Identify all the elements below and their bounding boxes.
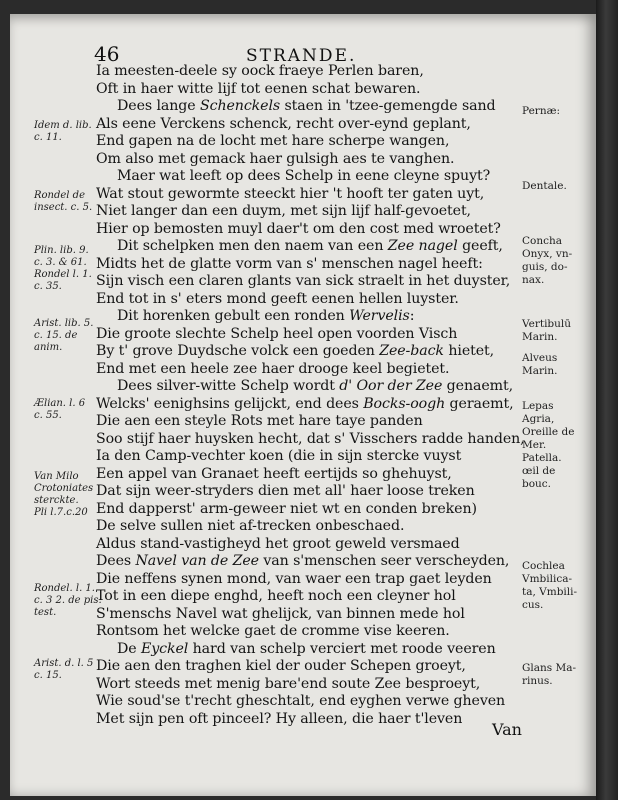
margin-note-left: Arist. lib. 5. c. 15. de anim. xyxy=(34,318,94,353)
margin-note-left: Rondel. l. 1. c. 3 2. de pis. test. xyxy=(34,583,102,618)
text-line: Aldus stand-vastigheyd het groot geweld versmaed xyxy=(96,535,460,552)
text-line: Dees lange Schenckels staen in 'tzee-gemengde sand xyxy=(117,98,496,114)
text-line: Rontsom het welcke gaet de cromme vise keeren. xyxy=(96,623,450,639)
book-edge xyxy=(596,0,618,800)
text-line: Die aen een steyle Rots met hare taye panden xyxy=(96,413,423,429)
margin-note-left: Plin. lib. 9. c. 3. & 61. Rondel l. 1. c. 35. xyxy=(34,245,92,292)
text-line: Dees silver-witte Schelp wordt d' Oor der Zee genaemt, xyxy=(117,378,514,394)
text-line: Dit schelpken men den naem van een Zee nagel geeft, xyxy=(117,238,503,254)
page-number: 46 xyxy=(94,42,120,66)
text-line: End dapperst' arm-geweer niet wt en conden breken) xyxy=(96,500,477,517)
text-line: Wort steeds met menig bare'end soute Zee besproeyt, xyxy=(96,675,481,692)
text-line: Ia meesten-deele sy oock fraeye Perlen baren, xyxy=(96,63,424,79)
margin-note-right: Glans Ma- rinus. xyxy=(522,662,577,687)
margin-note-right: Lepas Agria, Oreille de Mer. Patella. œil de bouc. xyxy=(522,400,575,490)
text-line: Als eene Verckens schenck, recht over-eynd geplant, xyxy=(96,115,471,132)
text-line: End gapen na de locht met hare scherpe wangen, xyxy=(96,133,450,149)
margin-note-right: Alveus Marin. xyxy=(522,352,558,377)
text-line: By t' grove Duydsche volck een goeden Zee-back hietet, xyxy=(96,343,495,359)
text-line: Midts het de glatte vorm van s' menschen nagel heeft: xyxy=(96,255,483,272)
margin-note-right: Vertibulū Marin. xyxy=(522,318,572,343)
text-line: S'menschs Navel wat ghelijck, van binnen mede hol xyxy=(96,605,465,622)
text-line: Dees Navel van de Zee van s'menschen seer verscheyden, xyxy=(96,553,510,569)
margin-note-right: Concha Onyx, vn- guis, do- nax. xyxy=(522,235,573,286)
text-line: Niet langer dan een duym, met sijn lijf half-gevoetet, xyxy=(96,203,471,219)
text-line: Oft in haer witte lijf tot eenen schat bewaren. xyxy=(96,80,421,97)
text-line: Wie soud'se t'recht gheschtalt, end eyghen verwe gheven xyxy=(96,693,506,709)
text-line: End tot in s' eters mond geeft eenen hellen luyster. xyxy=(96,290,459,307)
text-line: De Eyckel hard van schelp verciert met roode veeren xyxy=(117,640,496,657)
margin-note-right: Cochlea Vmbilica- ta, Vmbili- cus. xyxy=(522,560,578,611)
text-line: Sijn visch een claren glants van sick straelt in het duyster, xyxy=(96,273,511,289)
text-line: De selve sullen niet af-trecken onbeschaed. xyxy=(96,518,405,534)
margin-note-right: Pernæ: xyxy=(522,105,560,117)
text-line: Dit horenken gebult een ronden Wervelis: xyxy=(117,308,415,324)
margin-note-left: Van Milo Crotoniates sterckte. Pli l.7.c.20 xyxy=(34,471,94,518)
text-line: End met een heele zee haer drooge keel begietet. xyxy=(96,360,450,377)
text-line: Dat sijn weer-stryders dien met all' haer loose treken xyxy=(96,483,475,499)
text-line: Ia den Camp-vechter koen (die in sijn stercke vuyst xyxy=(96,448,462,464)
text-line: Die groote slechte Schelp heel open voorden Visch xyxy=(96,325,458,342)
catchword: Van xyxy=(492,720,522,739)
margin-note-right: Dentale. xyxy=(522,180,567,192)
text-line: Een appel van Granaet heeft eertijds so ghehuyst, xyxy=(96,465,452,482)
margin-note-left: Idem d. lib. c. 11. xyxy=(34,120,92,143)
text-line: Welcks' eenighsins gelijckt, end dees Bocks-oogh geraemt, xyxy=(96,395,514,412)
text-line: Soo stijf haer huysken hecht, dat s' Visschers radde handen, xyxy=(96,430,525,447)
text-line: Tot in een diepe enghd, heeft noch een cleyner hol xyxy=(96,588,456,604)
running-head: STRANDE. xyxy=(246,46,357,66)
text-line: Die neffens synen mond, van waer een trap gaet leyden xyxy=(96,570,492,587)
text-line: Maer wat leeft op dees Schelp in eene cleyne spuyt? xyxy=(117,168,491,184)
text-line: Om also met gemack haer gulsigh aes te vanghen. xyxy=(96,150,455,167)
margin-note-left: Arist. d. l. 5 c. 15. xyxy=(34,658,94,681)
margin-note-left: Ælian. l. 6 c. 55. xyxy=(34,398,86,421)
text-line: Wat stout gewormte steeckt hier 't hooft ter gaten uyt, xyxy=(96,185,485,202)
margin-note-left: Rondel de insect. c. 5. xyxy=(34,190,93,213)
text-line: Hier op bemosten muyl daer't om den cost med wroetet? xyxy=(96,220,501,237)
text-line: Met sijn pen oft pinceel? Hy alleen, die haer t'leven xyxy=(96,710,463,727)
text-line: Die aen den traghen kiel der ouder Schepen groeyt, xyxy=(96,658,466,674)
